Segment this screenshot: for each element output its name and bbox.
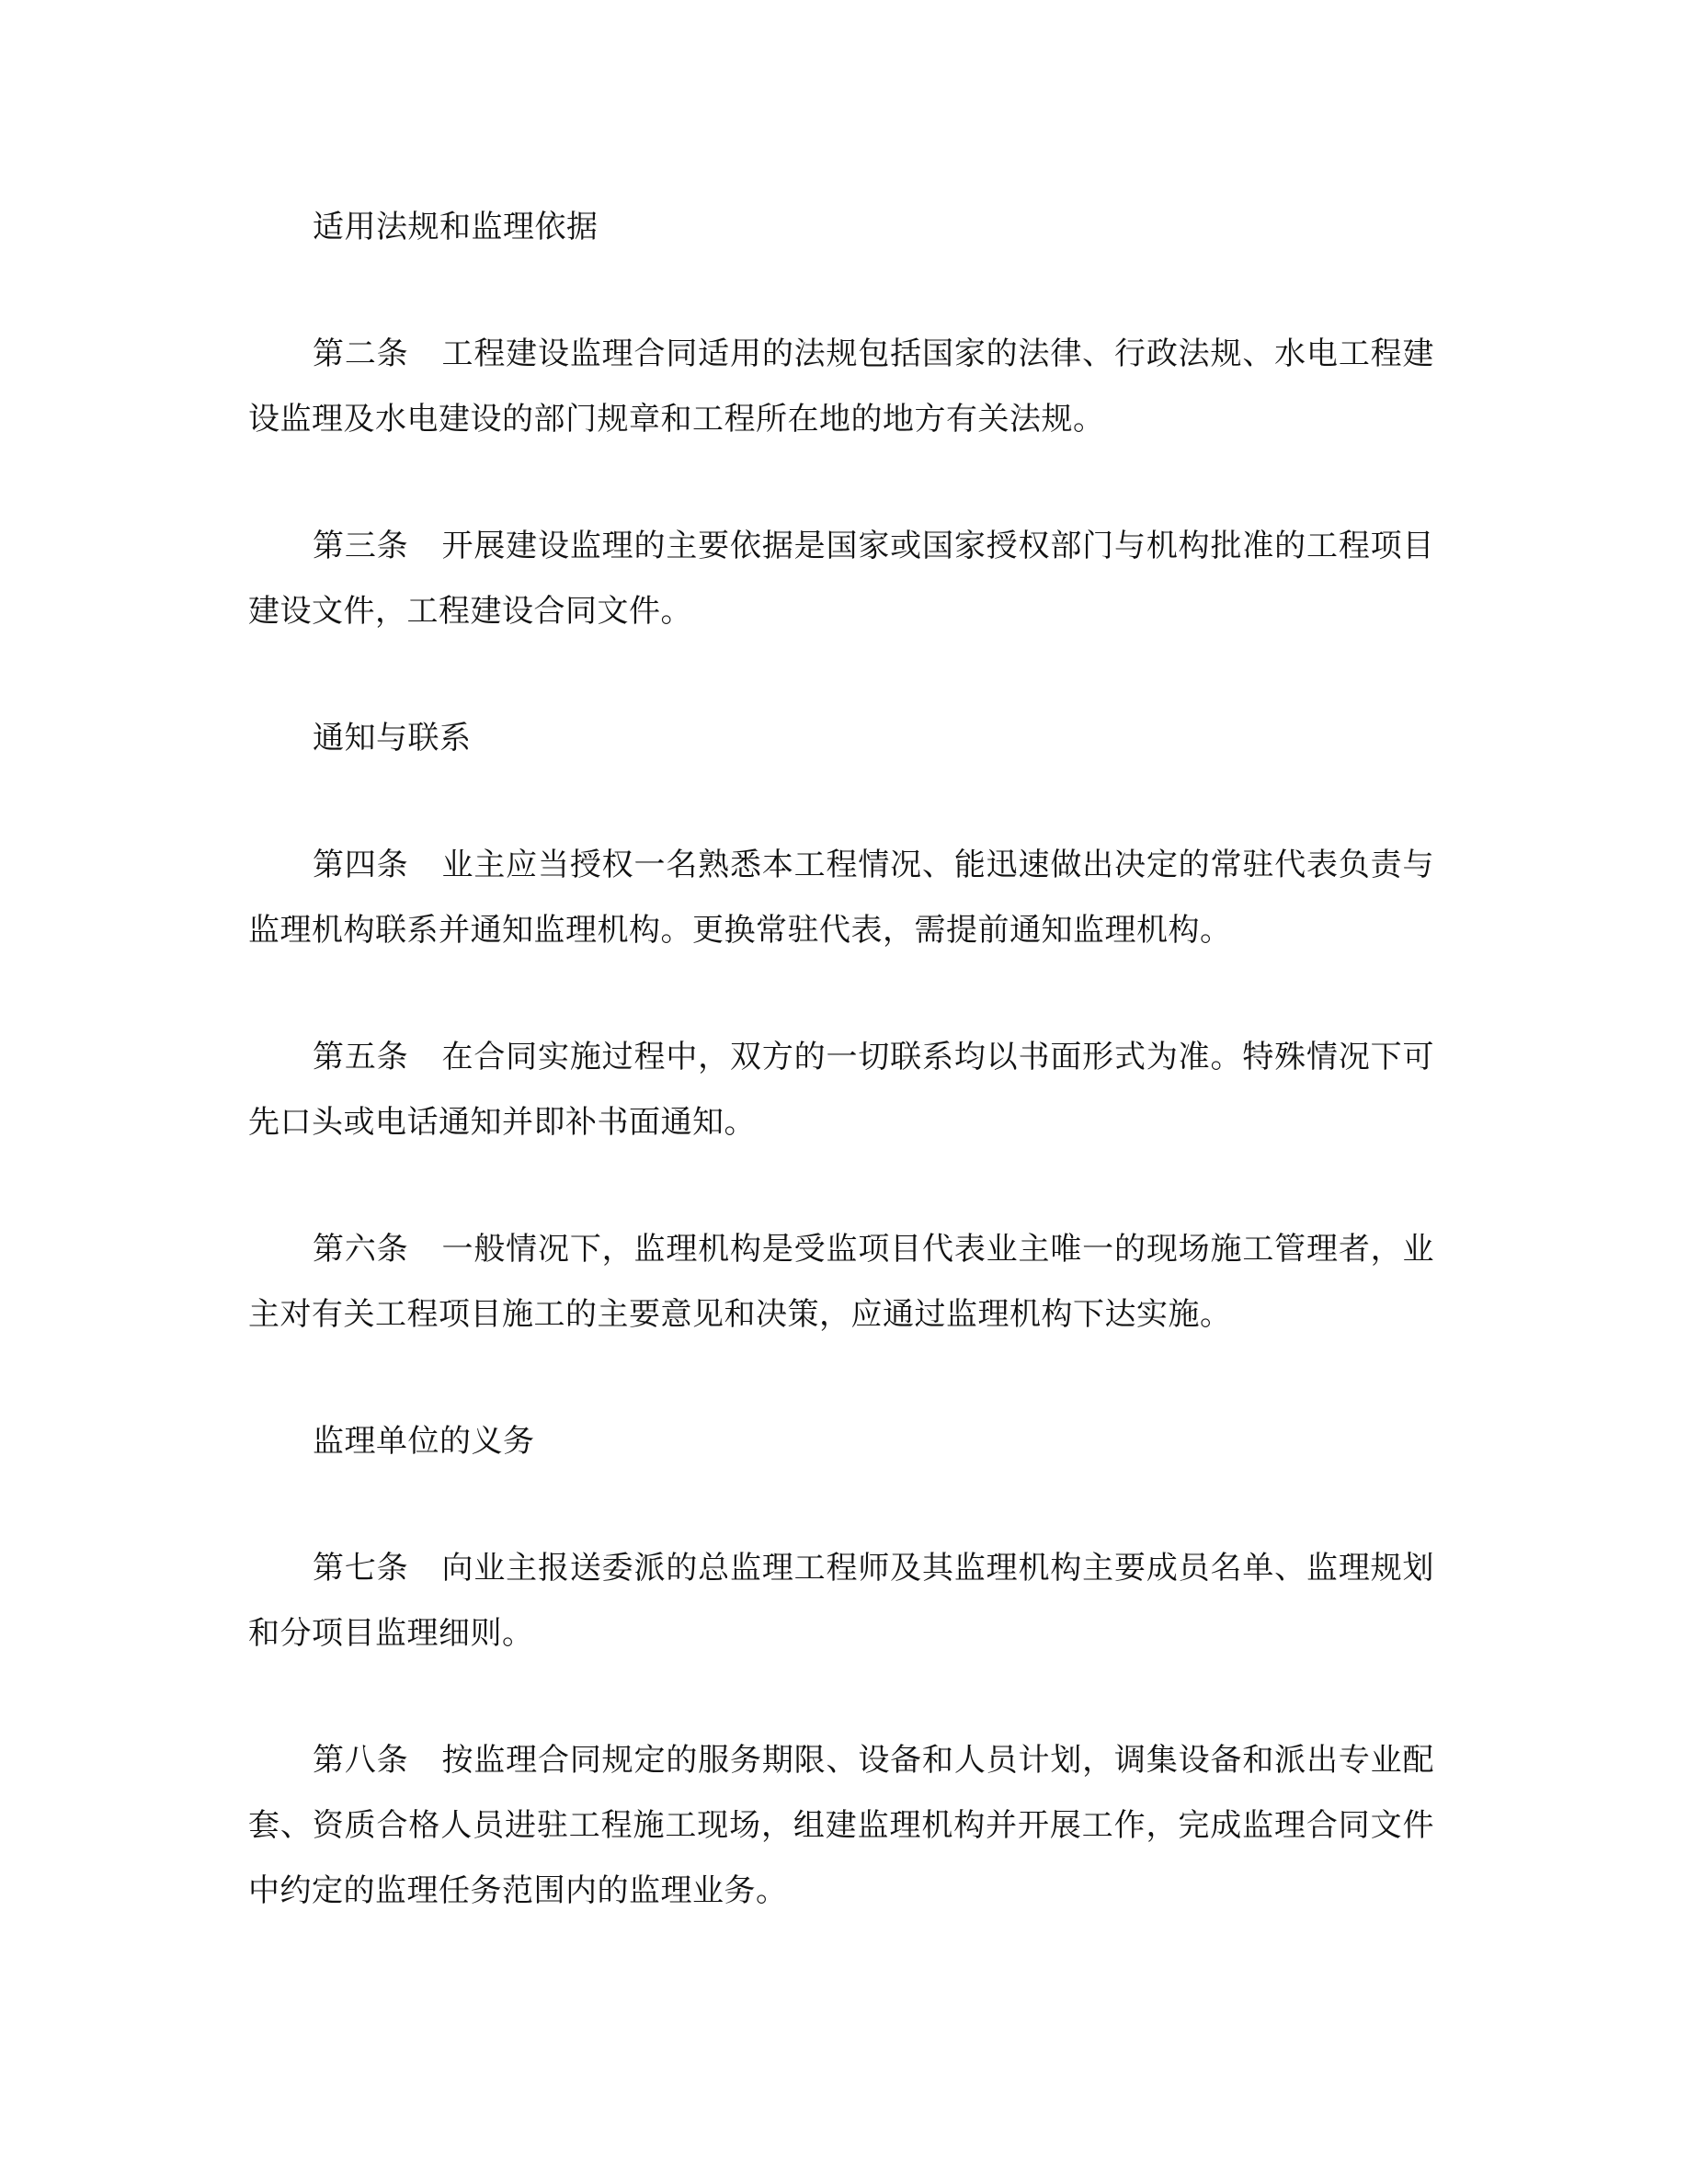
section-heading-notice: 通知与联系 <box>313 720 472 756</box>
article-number: 第二条 <box>313 336 409 372</box>
article-text: 一般情况下，监理机构是受监项目代表业主唯一的现场施工管理者，业主对有关工程项目施工的主要意见和决策，应通过监理机构下达实施。 <box>248 1231 1434 1333</box>
document-page <box>248 195 1434 1924</box>
section-heading-obligations: 监理单位的义务 <box>313 1423 535 1460</box>
article-5 <box>248 1025 1434 1155</box>
article-number: 第四条 <box>313 847 409 883</box>
article-number: 第七条 <box>313 1550 409 1587</box>
article-text: 在合同实施过程中，双方的一切联系均以书面形式为准。特殊情况下可先口头或电话通知并即补书面通知。 <box>248 1039 1434 1141</box>
article-number: 第八条 <box>313 1742 409 1779</box>
article-7 <box>248 1536 1434 1666</box>
article-8 <box>248 1728 1434 1924</box>
article-4 <box>248 833 1434 963</box>
article-text: 业主应当授权一名熟悉本工程情况、能迅速做出决定的常驻代表负责与监理机构联系并通知监理机构。更换常驻代表，需提前通知监理机构。 <box>248 847 1434 949</box>
article-number: 第五条 <box>313 1039 409 1075</box>
article-text: 按监理合同规定的服务期限、设备和人员计划，调集设备和派出专业配套、资质合格人员进驻工程施工现场，组建监理机构并开展工作，完成监理合同文件中约定的监理任务范围内的监理业务。 <box>248 1742 1434 1909</box>
article-number: 第六条 <box>313 1231 409 1268</box>
section-heading-laws: 适用法规和监理依据 <box>313 209 599 245</box>
article-number: 第三条 <box>313 528 409 564</box>
article-text: 开展建设监理的主要依据是国家或国家授权部门与机构批准的工程项目建设文件，工程建设合同文件。 <box>248 528 1434 630</box>
article-3 <box>248 514 1434 644</box>
article-text: 工程建设监理合同适用的法规包括国家的法律、行政法规、水电工程建设监理及水电建设的部门规章和工程所在地的地方有关法规。 <box>248 336 1434 438</box>
article-text: 向业主报送委派的总监理工程师及其监理机构主要成员名单、监理规划和分项目监理细则。 <box>248 1550 1434 1652</box>
article-6 <box>248 1217 1434 1348</box>
article-2 <box>248 322 1434 452</box>
